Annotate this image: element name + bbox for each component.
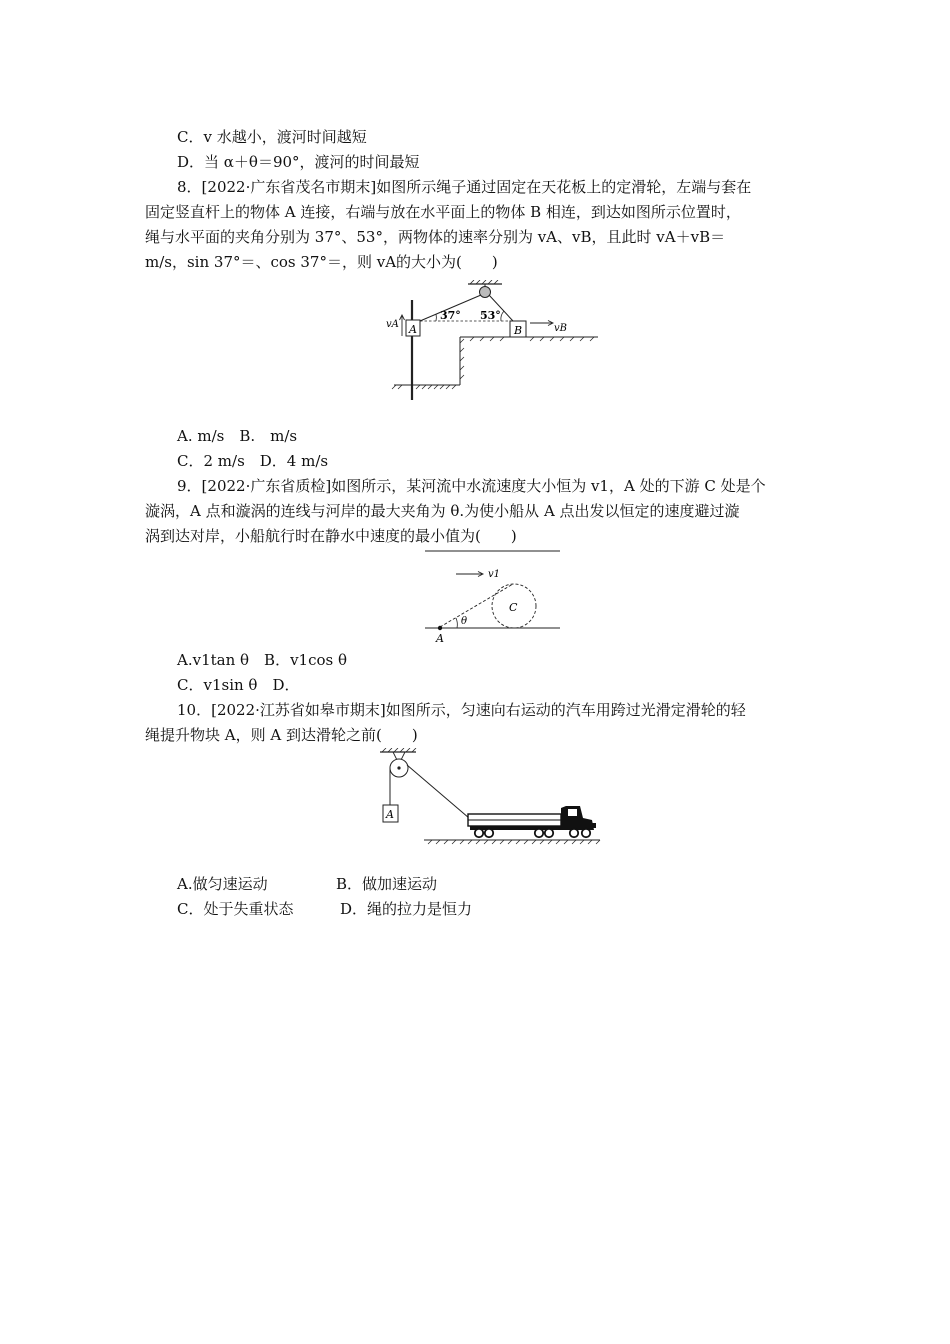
q8-stem-line-4: m/s，sin 37°＝、cos 37°＝，则 vA的大小为( ) [145,253,498,271]
q8-options-row-1: A. m/s B. m/s [177,427,298,445]
q7-option-c: C．v 水越小，渡河时间越短 [177,128,367,146]
ceiling-hatch [470,280,498,284]
rope-diagonal [407,765,469,818]
q9-options-row-1: A.v1tan θ B．v1cos θ [177,651,348,669]
q9-label-v1: v1 [488,569,501,580]
q7-option-d: D．当 α＋θ＝90°，渡河的时间最短 [177,153,420,171]
q9-label-theta: θ [461,616,468,627]
q9-river-figure [420,546,565,646]
q9-stem-line-3: 涡到达对岸，小船航行时在静水中速度的最小值为( ) [145,527,517,545]
q10-option-a: A.做匀速运动 [177,875,268,893]
q9-stem-line-1: 9．[2022·广东省质检]如图所示，某河流中水流速度大小恒为 v1，A 处的下游 C 处是个 [177,477,766,495]
q9-label-a: A [436,632,444,645]
pulley-icon [480,287,491,298]
q10-label-a: A [386,808,394,821]
q10-stem-line-1: 10．[2022·江苏省如皋市期末]如图所示，匀速向右运动的汽车用跨过光滑定滑轮的轻 [177,701,746,719]
q8-label-b: B [514,324,523,337]
tangent-line [440,584,513,627]
q10-option-d: D．绳的拉力是恒力 [340,900,473,918]
q8-angle-37: 37° [440,309,461,322]
q9-options-row-2: C．v1sin θ D． [177,676,300,694]
q10-option-b: B．做加速运动 [336,875,438,893]
q10-truck-figure [376,748,606,846]
q9-stem-line-2: 漩涡，A 点和漩涡的连线与河岸的最大夹角为 θ.为使小船从 A 点出发以恒定的速度避过漩 [145,502,740,520]
q8-angle-53: 53° [480,309,501,322]
point-a [438,626,442,630]
q10-option-c: C．处于失重状态 [177,900,294,918]
q8-options-row-2: C．2 m/s D．4 m/s [177,452,329,470]
q8-stem-line-1: 8．[2022·广东省茂名市期末]如图所示绳子通过固定在天花板上的定滑轮，左端与套在 [177,178,752,196]
q10-stem-line-2: 绳提升物块 A，则 A 到达滑轮之前( ) [145,726,418,744]
q8-pulley-figure [380,280,605,405]
q8-label-vb: vB [554,323,567,334]
q8-stem-line-3: 绳与水平面的夹角分别为 37°、53°，两物体的速率分别为 vA、vB，且此时 vA＋vB＝ [145,228,726,246]
q8-label-va: vA [386,319,399,330]
q8-stem-line-2: 固定竖直杆上的物体 A 连接，右端与放在水平面上的物体 B 相连，到达如图所示位置时， [145,203,741,221]
q9-label-c: C [509,601,518,614]
q8-label-a: A [409,323,417,336]
truck-icon [468,806,596,837]
